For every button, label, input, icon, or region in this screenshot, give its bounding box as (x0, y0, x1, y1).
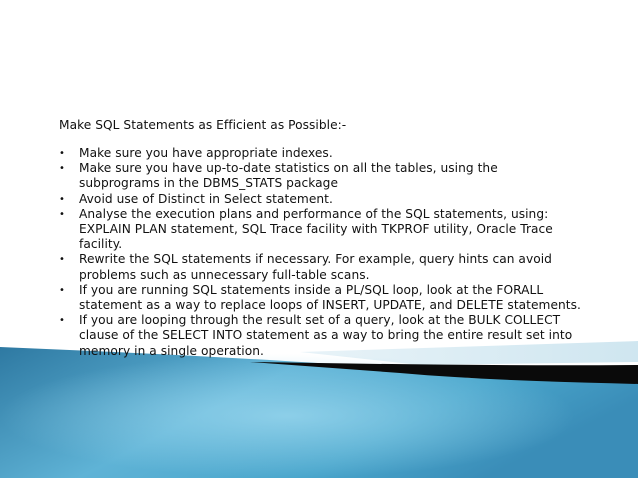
slide-content (59, 117, 619, 359)
bullet-text-line: Make sure you have up-to-date statistics on all the tables, using the (79, 161, 498, 176)
bullet-dot-icon: • (59, 254, 65, 266)
bullet-dot-icon: • (59, 163, 65, 175)
bullet-item (59, 313, 619, 359)
bullet-text-line: EXPLAIN PLAN statement, SQL Trace facility with TKPROF utility, Oracle Trace (79, 222, 553, 237)
bullet-list (59, 146, 619, 359)
bullet-text-line: Rewrite the SQL statements if necessary. For example, query hints can avoid (79, 252, 552, 267)
bullet-text-line: subprograms in the DBMS_STATS package (79, 176, 338, 191)
bullet-text-line: Analyse the execution plans and performance of the SQL statements, using: (79, 206, 549, 221)
bullet-item (59, 283, 619, 313)
bullet-dot-icon: • (59, 284, 65, 296)
bullet-item (59, 252, 619, 282)
bullet-dot-icon: • (59, 148, 65, 159)
bullet-text-line: clause of the SELECT INTO statement as a way to bring the entire result set into (79, 328, 573, 343)
bullet-dot-icon: • (59, 315, 65, 327)
wave-glow (0, 340, 638, 478)
bullet-item (59, 207, 619, 253)
bullet-text-line: If you are looping through the result set of a query, look at the BULK COLLECT (79, 313, 561, 328)
bullet-text-line: problems such as unnecessary full-table scans. (79, 267, 370, 282)
bullet-text-line: Avoid use of Distinct in Select statement. (79, 191, 333, 206)
bullet-text-line: If you are running SQL statements inside a PL/SQL loop, look at the FORALL (79, 282, 544, 297)
bullet-item (59, 146, 619, 161)
bullet-text-line: memory in a single operation. (79, 343, 264, 358)
bullet-dot-icon: • (59, 208, 65, 220)
bullet-item (59, 161, 619, 191)
bullet-text-line: statement as a way to replace loops of INSERT, UPDATE, and DELETE statements. (79, 298, 581, 313)
bullet-text-line: facility. (79, 237, 123, 252)
bullet-dot-icon: • (59, 193, 65, 205)
bullet-item (59, 192, 619, 207)
bullet-text-line: Make sure you have appropriate indexes. (79, 146, 333, 160)
slide-heading: Make SQL Statements as Efficient as Possible:- (59, 118, 347, 132)
